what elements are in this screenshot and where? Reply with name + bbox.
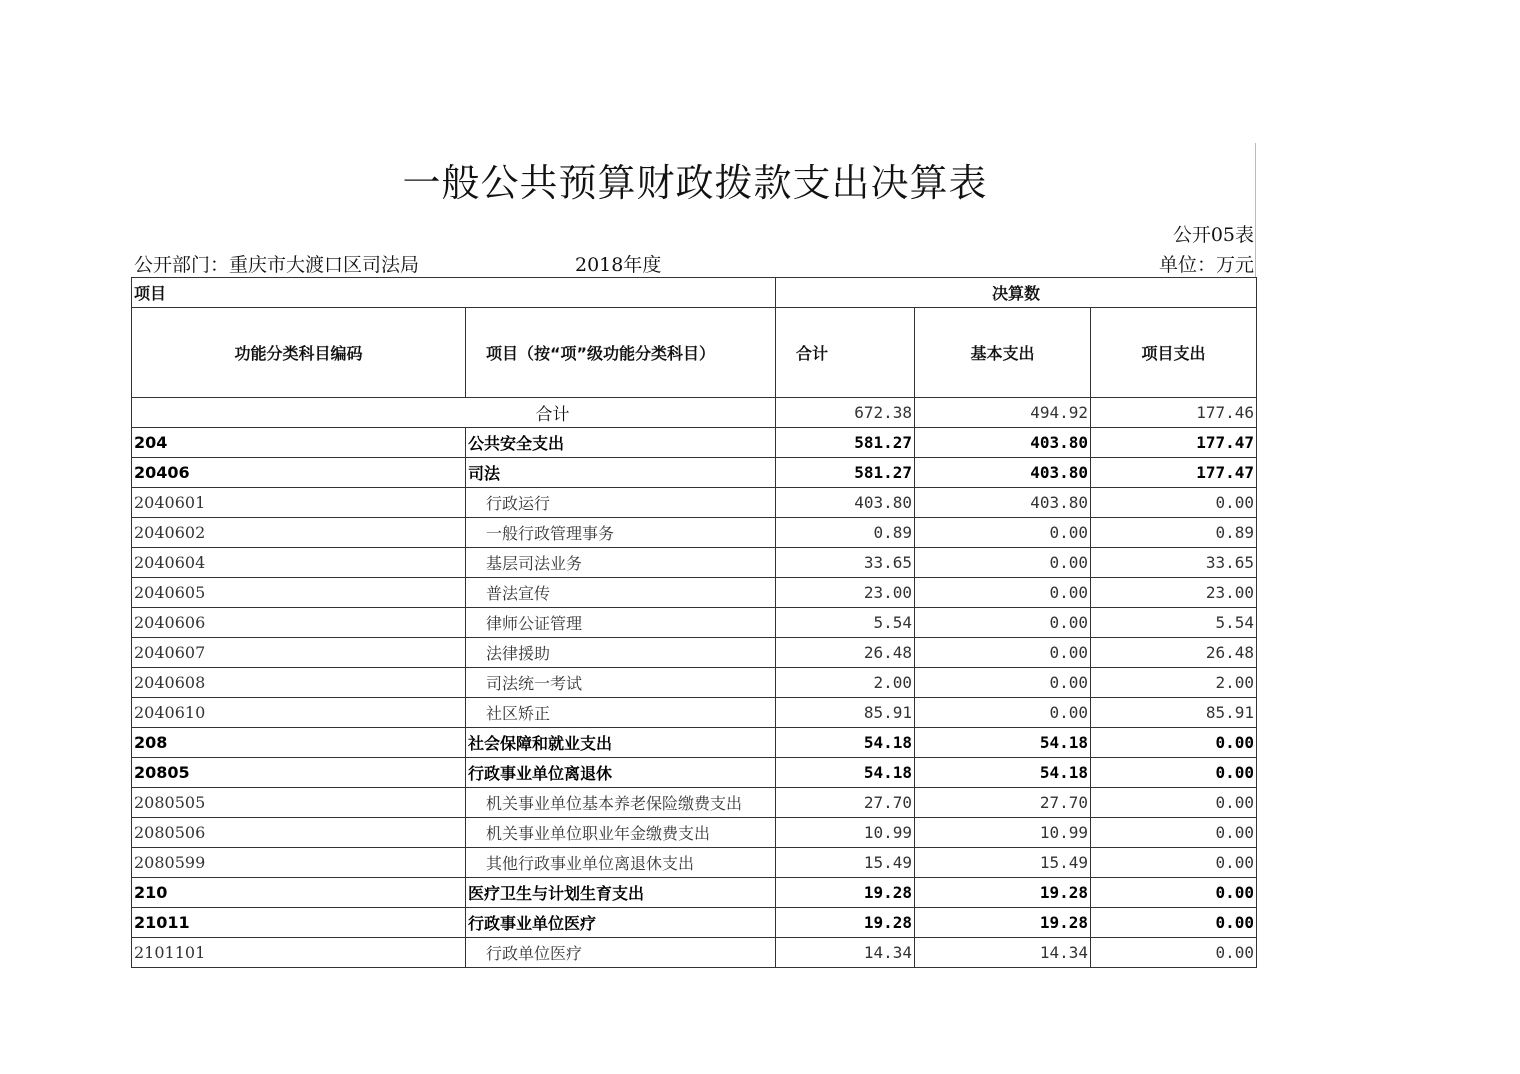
header-project: 项目 [132,278,776,308]
row-project: 0.00 [1091,818,1257,848]
row-code: 2040606 [132,608,466,638]
row-project: 2.00 [1091,668,1257,698]
row-code: 204 [132,428,466,458]
row-name: 行政事业单位医疗 [466,908,776,938]
row-code: 2080506 [132,818,466,848]
row-project: 33.65 [1091,548,1257,578]
row-code: 2080505 [132,788,466,818]
header-project-exp: 项目支出 [1091,308,1257,398]
row-code: 20406 [132,458,466,488]
row-project: 0.00 [1091,728,1257,758]
row-name: 司法 [466,458,776,488]
row-basic: 0.00 [915,518,1091,548]
row-name: 社区矫正 [466,698,776,728]
row-name: 行政事业单位离退休 [466,758,776,788]
table-row [132,668,1257,698]
table-row [132,848,1257,878]
row-name: 法律援助 [466,638,776,668]
row-name: 社会保障和就业支出 [466,728,776,758]
row-basic: 19.28 [915,878,1091,908]
row-name: 一般行政管理事务 [466,518,776,548]
row-code: 2040602 [132,518,466,548]
row-code: 210 [132,878,466,908]
row-project: 0.00 [1091,758,1257,788]
row-total: 10.99 [776,818,915,848]
table-row [132,938,1257,968]
table-number: 公开05表 [1172,224,1254,246]
row-project: 0.00 [1091,488,1257,518]
row-code: 208 [132,728,466,758]
row-basic: 14.34 [915,938,1091,968]
department-label: 公开部门：重庆市大渡口区司法局 [134,254,420,276]
row-total: 2.00 [776,668,915,698]
row-project: 177.47 [1091,428,1257,458]
row-name: 基层司法业务 [466,548,776,578]
row-code: 2040601 [132,488,466,518]
unit-label: 单位：万元 [1158,254,1254,276]
row-code: 21011 [132,908,466,938]
row-total: 85.91 [776,698,915,728]
header-name: 项目（按“项”级功能分类科目） [466,308,776,398]
row-basic: 54.18 [915,728,1091,758]
page-title: 一般公共预算财政拨款支出决算表 [402,161,988,205]
row-total: 33.65 [776,548,915,578]
row-basic: 0.00 [915,668,1091,698]
table-row [132,818,1257,848]
row-total: 54.18 [776,758,915,788]
row-project: 85.91 [1091,698,1257,728]
row-name: 普法宣传 [466,578,776,608]
row-name: 司法统一考试 [466,668,776,698]
total-sum: 672.38 [776,398,915,428]
table-row [132,728,1257,758]
header-row-1 [132,278,1257,308]
row-total: 26.48 [776,638,915,668]
row-code: 2101101 [132,938,466,968]
row-total: 19.28 [776,908,915,938]
header-code: 功能分类科目编码 [132,308,466,398]
header-total: 合计 [776,308,915,398]
row-basic: 0.00 [915,548,1091,578]
row-project: 0.00 [1091,878,1257,908]
row-code: 20805 [132,758,466,788]
table-row [132,878,1257,908]
table-row [132,608,1257,638]
table-row [132,548,1257,578]
row-total: 14.34 [776,938,915,968]
row-basic: 10.99 [915,818,1091,848]
fiscal-year: 2018年度 [575,254,662,276]
row-basic: 19.28 [915,908,1091,938]
row-code: 2040607 [132,638,466,668]
row-total: 15.49 [776,848,915,878]
row-basic: 403.80 [915,488,1091,518]
table-row [132,698,1257,728]
row-basic: 0.00 [915,638,1091,668]
row-name: 行政运行 [466,488,776,518]
budget-table [131,277,1257,968]
header-basic: 基本支出 [915,308,1091,398]
header-result: 决算数 [776,278,1257,308]
row-project: 0.00 [1091,908,1257,938]
row-name: 机关事业单位职业年金缴费支出 [466,818,776,848]
row-total: 23.00 [776,578,915,608]
row-name: 机关事业单位基本养老保险缴费支出 [466,788,776,818]
row-name: 医疗卫生与计划生育支出 [466,878,776,908]
table-row [132,758,1257,788]
row-total: 5.54 [776,608,915,638]
total-label: 合计 [132,398,776,428]
table-row [132,518,1257,548]
row-project: 26.48 [1091,638,1257,668]
table-row [132,578,1257,608]
table-row [132,908,1257,938]
row-project: 5.54 [1091,608,1257,638]
row-basic: 27.70 [915,788,1091,818]
table-row [132,428,1257,458]
row-code: 2040604 [132,548,466,578]
row-name: 行政单位医疗 [466,938,776,968]
total-basic: 494.92 [915,398,1091,428]
row-total: 0.89 [776,518,915,548]
row-total: 54.18 [776,728,915,758]
row-project: 177.47 [1091,458,1257,488]
row-code: 2080599 [132,848,466,878]
row-name: 其他行政事业单位离退休支出 [466,848,776,878]
row-basic: 403.80 [915,428,1091,458]
row-basic: 0.00 [915,608,1091,638]
row-code: 2040608 [132,668,466,698]
row-total: 403.80 [776,488,915,518]
row-code: 2040610 [132,698,466,728]
row-code: 2040605 [132,578,466,608]
table-row [132,638,1257,668]
row-total: 581.27 [776,458,915,488]
total-project: 177.46 [1091,398,1257,428]
row-total: 27.70 [776,788,915,818]
row-project: 0.00 [1091,848,1257,878]
table-row [132,488,1257,518]
table-row [132,788,1257,818]
row-project: 0.00 [1091,788,1257,818]
row-project: 0.00 [1091,938,1257,968]
header-row-2 [132,308,1257,398]
row-basic: 15.49 [915,848,1091,878]
row-basic: 403.80 [915,458,1091,488]
row-project: 0.89 [1091,518,1257,548]
row-basic: 0.00 [915,698,1091,728]
row-basic: 54.18 [915,758,1091,788]
row-project: 23.00 [1091,578,1257,608]
total-row [132,398,1257,428]
row-name: 公共安全支出 [466,428,776,458]
row-basic: 0.00 [915,578,1091,608]
row-name: 律师公证管理 [466,608,776,638]
row-total: 19.28 [776,878,915,908]
row-total: 581.27 [776,428,915,458]
table-row [132,458,1257,488]
